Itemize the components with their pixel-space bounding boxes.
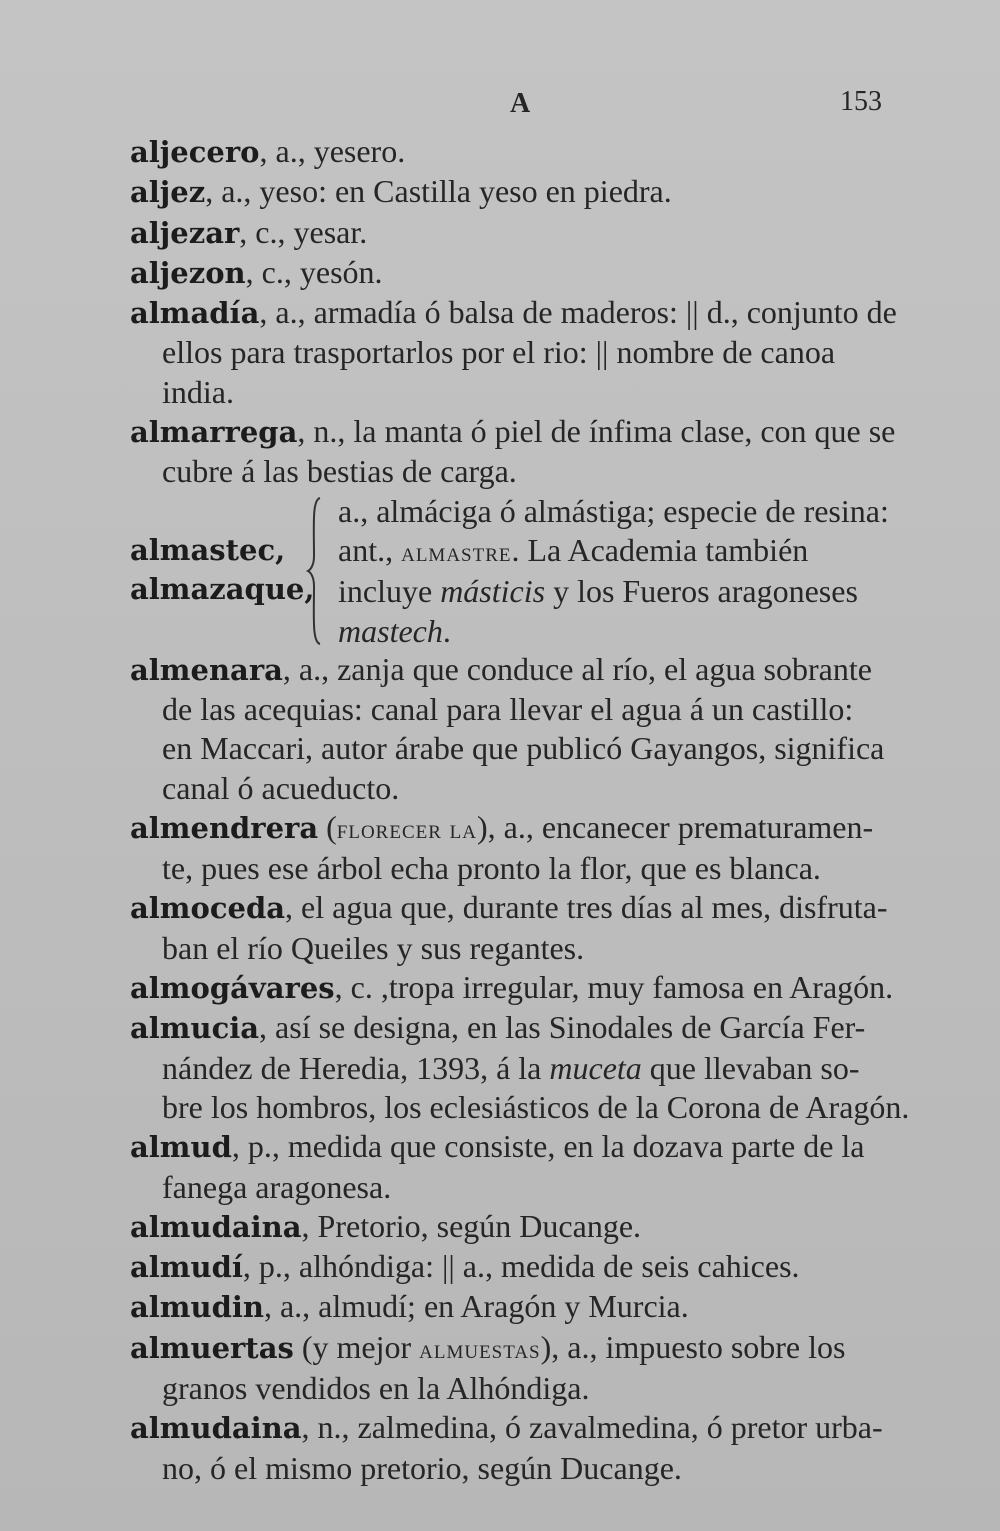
entry-almadia	[130, 293, 920, 412]
entry-almudaina	[130, 1207, 920, 1247]
entry-almud	[130, 1127, 920, 1207]
headword: aljecero	[130, 135, 260, 169]
definition-line	[338, 572, 889, 611]
definition-line	[130, 1049, 920, 1088]
grouped-definition	[338, 492, 889, 651]
definition-line: , c. ,tropa irregular, muy famosa en Aragón.	[334, 969, 894, 1006]
text-run: ), a., impuesto sobre los	[540, 1328, 846, 1365]
headword: almastec,	[130, 532, 286, 567]
small-caps-term: almuestas	[419, 1333, 541, 1364]
headword: almudaina	[130, 1209, 302, 1244]
entry-aljezon	[130, 253, 920, 293]
definition-line: ellos para trasportarlos por el rio: || nombre de canoa	[162, 334, 836, 371]
headword: almenara	[130, 652, 283, 687]
section-letter: A	[510, 88, 531, 119]
entry-almenara	[130, 650, 920, 808]
text-run: . La Academia también	[511, 531, 809, 568]
definition-line: , p., medida que consiste, en la dozava parte de la	[231, 1128, 865, 1165]
small-caps-term: florecer la	[336, 813, 477, 844]
entry-almastec-almazaque	[130, 492, 920, 650]
entry-almuertas	[130, 1328, 920, 1409]
headword: almuertas	[130, 1330, 294, 1365]
running-header	[0, 82, 1000, 122]
curly-brace-icon	[306, 496, 324, 646]
text-run: .	[442, 612, 451, 649]
definition-line: , c., yesar.	[239, 213, 368, 250]
text-run: incluye	[338, 573, 441, 610]
headword: almudin	[130, 1290, 264, 1325]
text-run: que llevaban so-	[641, 1049, 860, 1086]
definition-line: , a., yesero.	[259, 133, 406, 169]
definition-line: bre los hombros, los eclesiásticos de la Corona de Aragón.	[162, 1088, 910, 1125]
definition-line: cubre á las bestias de carga.	[162, 453, 517, 490]
definition-line: , n., zalmedina, ó zavalmedina, ó pretor urba-	[301, 1409, 883, 1446]
definition-line: , a., yeso: en Castilla yeso en piedra.	[205, 173, 672, 210]
text-run: y los Fueros aragoneses	[545, 573, 858, 610]
text-run: ), a., encanecer prematuramen-	[476, 808, 874, 845]
headword: almoceda	[130, 891, 286, 926]
definition-line: no, ó el mismo pretorio, según Ducange.	[162, 1449, 682, 1486]
text-run: (y mejor	[293, 1328, 420, 1365]
definition-line: granos vendidos en la Alhóndiga.	[162, 1370, 590, 1407]
text-run: (	[318, 808, 337, 845]
definition-line: en Maccari, autor árabe que publicó Gayangos, significa	[162, 730, 885, 767]
headword: almud	[130, 1130, 232, 1165]
italic-term: másticis	[440, 573, 546, 610]
entry-almudin	[130, 1287, 920, 1327]
entry-aljecero	[130, 132, 920, 172]
definition-line: te, pues ese árbol echa pronto la flor, que es blanca.	[162, 850, 821, 887]
definition-line: , a., zanja que conduce al río, el agua sobrante	[282, 650, 872, 687]
definition-line: canal ó acueducto.	[162, 769, 400, 806]
entry-almudaina-2	[130, 1408, 920, 1488]
entry-almarrega	[130, 412, 920, 492]
definition-line: , así se designa, en las Sinodales de García Fer-	[259, 1009, 866, 1046]
entry-almucia	[130, 1008, 920, 1127]
entry-aljez	[130, 172, 920, 212]
entry-almendrera	[130, 808, 920, 889]
definition-line: , a., armadía ó balsa de maderos: || d., conjunto de	[259, 294, 897, 331]
small-caps-term: almastre	[401, 536, 512, 567]
definition-line: , n., la manta ó piel de ínfima clase, con que se	[297, 413, 896, 450]
headword: almucia	[130, 1011, 260, 1046]
text-run: nández de Heredia, 1393, á la	[162, 1049, 550, 1086]
italic-term: muceta	[549, 1049, 642, 1086]
headword: almarrega	[130, 415, 298, 450]
definition-line	[338, 531, 889, 572]
headword: almogávares	[130, 971, 335, 1006]
entry-almudi	[130, 1247, 920, 1287]
text-run: ant.,	[338, 531, 402, 568]
headword: almazaque,	[130, 571, 315, 606]
definition-line: a., almáciga ó almástiga; especie de resina:	[338, 492, 889, 529]
definition-line: de las acequias: canal para llevar el agua á un castillo:	[162, 690, 854, 727]
definition-line: , p., alhóndiga: || a., medida de seis cahices.	[242, 1248, 800, 1285]
entry-almogavares	[130, 968, 920, 1008]
headword: almendrera	[130, 810, 319, 845]
headword: almudí	[130, 1250, 243, 1285]
headword: aljez	[130, 175, 206, 210]
headword: aljezon	[130, 255, 246, 290]
definition-line	[338, 612, 889, 651]
definition-line: ban el río Queiles y sus regantes.	[162, 929, 585, 966]
definition-line: fanega aragonesa.	[162, 1168, 392, 1205]
italic-term: mastech	[338, 612, 443, 649]
page-number: 153	[840, 86, 882, 117]
definition-line: , c., yesón.	[245, 253, 383, 290]
dictionary-entries	[130, 132, 920, 1488]
entry-almoceda	[130, 888, 920, 968]
definition-line: india.	[162, 373, 234, 410]
headword: aljezar	[130, 215, 240, 250]
headword: almadía	[130, 296, 260, 331]
grouped-headwords	[130, 531, 314, 610]
definition-line: , Pretorio, según Ducange.	[301, 1207, 642, 1244]
definition-line: , a., almudí; en Aragón y Murcia.	[263, 1288, 689, 1325]
headword: almudaina	[130, 1411, 302, 1446]
entry-aljezar	[130, 213, 920, 253]
definition-line: , el agua que, durante tres días al mes, disfruta-	[285, 889, 888, 926]
